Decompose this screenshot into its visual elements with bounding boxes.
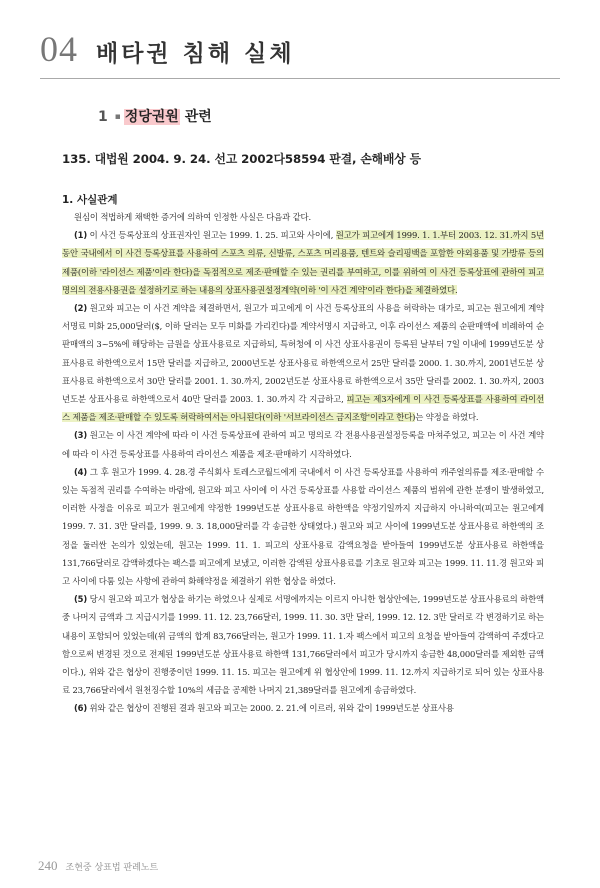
chapter-title: 배타권 침해 실체	[96, 41, 295, 67]
body-text	[62, 208, 544, 718]
paragraph-number: (6)	[74, 703, 88, 714]
paragraph-6	[62, 699, 544, 717]
paragraph-5	[62, 590, 544, 699]
subheading: 1. 사실관계	[62, 194, 118, 206]
section-bullet: ▪	[114, 112, 121, 122]
paragraph-2	[62, 299, 544, 426]
section-highlight: 정당권원	[124, 109, 179, 125]
paragraph-number: (5)	[74, 594, 88, 605]
paragraph-text: 원고와 피고는 이 사건 계약을 체결하면서, 원고가 피고에게 이 사건 등록상표의 사용을 허락하는 대가로, 피고는 원고에게 계약서명료 미화 25,000달러($, 이하 달러는 모두 미화를 가리킨다)를 계약서명시 지급하고, 이후 라이선스 제품의 순판매액에 비례하여 순판매액의 3~5%에 해당하는 금원을 상표사용료로 지급하되, 특허청에 이 사건 상표사용권이 등록된 날부터 7일 이내에 1999년도분 상표사용료 하한액으로서 15만 달러를 지급하고, 2000년도분 상표사용료 하한액으로서 25만 달러를 2000. 1. 30.까지, 2001년도분 상표사용료 하한액으로서 30만 달러를 2001. 1. 30.까지, 2002년도분 상표사용료 하한액으로서 35만 달러를 2002. 1. 30.까지, 2003년도분 상표사용료 하한액으로서 40만 달러를 2003. 1. 30.까지 각 지급하고,	[62, 303, 544, 405]
paragraph-text: 그 후 원고가 1999. 4. 28.경 주식회사 토레스코월드에게 국내에서 이 사건 등록상표를 사용하여 캐주얼의류를 제조·판매할 수 있는 독점적 권리를 수여하는 바람에, 원고와 피고 사이에 이 사건 등록상표를 사용할 라이선스 제품의 범위에 관한 분쟁이 발생하였고, 이러한 사정을 이유로 피고가 원고에게 약정한 1999년도분 상표사용료 하한액을 약정기일까지 지급하지 아니하여(피고는 원고에게 1999. 7. 31. 3만 달러를, 1999. 9. 3. 18,000달러를 각 송금한 상태였다.) 원고와 피고 사이에 1999년도분 상표사용료 하한액의 조정을 둘러싼 논의가 있었는데, 원고는 1999. 11. 1. 피고의 상표사용료 감액요청을 받아들여 1999년도분 상표사용료 하한액을 131,766달러로 감액하겠다는 팩스를 피고에게 보냈고, 이러한 감액된 상표사용료를 기초로 원고와 피고는 1999. 11. 11.경 원고와 피고 사이에 다툼 있는 사항에 관하여 화해약정을 체결하기 위한 협상을 하였다.	[62, 466, 544, 587]
paragraph-number: (4)	[74, 466, 88, 477]
page-number: 240	[38, 858, 58, 873]
chapter-heading	[40, 28, 295, 70]
highlighted-text: 원고가 피고에게 1999. 1. 1.부터 2003. 12. 31.까지 5년 동안 국내에서 이 사건 등록상표를 사용하여 스포츠 의류, 신발류, 스포츠 머리용품, 텐트와 슬리핑백을 포함한 야외용품 및 가방류 등의 제품(이하 '라이선스 제품'이라 한다)을 독점적으로 제조·판매할 수 있는 권리를 부여하고, 이를 위하여 이 사건 등록상표에 관하여 피고 명의의 전용사용권을 설정하기로 하는 내용의 상표사용권설정계약(이하 '이 사건 계약'이라 한다)을 체결하였다.	[62, 230, 544, 295]
section-title-rest: 관련	[179, 109, 212, 125]
paragraph-text: 원고는 이 사건 계약에 따라 이 사건 등록상표에 관하여 피고 명의로 각 전용사용권설정등록을 마쳐주었고, 피고는 이 사건 계약에 따라 이 사건 등록상표를 사용하여 라이선스 제품을 제조·판매하기 시작하였다.	[62, 430, 544, 459]
paragraph-text: 당시 원고와 피고가 협상을 하기는 하였으나 실제로 서명에까지는 이르지 아니한 협상안에는, 1999년도분 상표사용료의 하한액 중 나머지 금액과 그 지급시기를 1999. 11. 12. 23,766달러, 1999. 11. 30. 3만 달러, 1999. 12. 12. 3만 달러로 각 변경하기로 하는 내용이 포함되어 있었는데(위 금액의 합계 83,766달러는, 원고가 1999. 11. 1.자 팩스에서 피고의 요청을 받아들여 감액하여 주겠다고 함으로써 변경된 것으로 전제된 1999년도분 상표사용료 하한액 131,766달러에서 피고가 당시까지 송금한 48,000달러를 제외한 금액이다.), 위와 같은 협상이 진행중이던 1999. 11. 15. 피고는 원고에게 위 협상안에 1999. 11. 12.까지 지급하기로 되어 있는 상표사용료 23,766달러에서 원천징수할 10%의 세금을 공제한 나머지 21,389달러를 원고에게 송금하였다.	[62, 594, 544, 696]
paragraph-number: (1)	[74, 230, 88, 241]
paragraph-4	[62, 463, 544, 590]
paragraph-text: 는 약정을 하였다.	[415, 412, 479, 423]
case-title: 135. 대법원 2004. 9. 24. 선고 2002다58594 판결, 손해배상 등	[62, 152, 421, 166]
paragraph-3	[62, 426, 544, 462]
paragraph-1	[62, 226, 544, 299]
highlighted-text: 피고는 제3자에게 이 사건 등록상표를 사용하여 라이선스 제품을 제조·판매할 수 있도록 허락하여서는 아니된다(이하 '서브라이선스 금지조항'이라고 한다)	[62, 394, 545, 423]
book-title: 조현중 상표법 판례노트	[65, 863, 159, 873]
paragraph-text: 이 사건 등록상표의 상표권자인 원고는 1999. 1. 25. 피고와 사이에,	[87, 230, 336, 241]
paragraph-number: (2)	[74, 303, 88, 314]
chapter-divider	[40, 78, 560, 79]
section-number: 1	[98, 109, 108, 125]
section-heading	[98, 106, 212, 126]
page-footer	[38, 858, 158, 874]
paragraph-text: 위와 같은 협상이 진행된 결과 원고와 피고는 2000. 2. 21.에 이르러, 위와 같이 1999년도분 상표사용	[87, 703, 454, 714]
chapter-number: 04	[40, 29, 78, 69]
paragraph-number: (3)	[74, 430, 88, 441]
intro-paragraph: 원심이 적법하게 채택한 증거에 의하여 인정한 사실은 다음과 같다.	[74, 212, 311, 222]
